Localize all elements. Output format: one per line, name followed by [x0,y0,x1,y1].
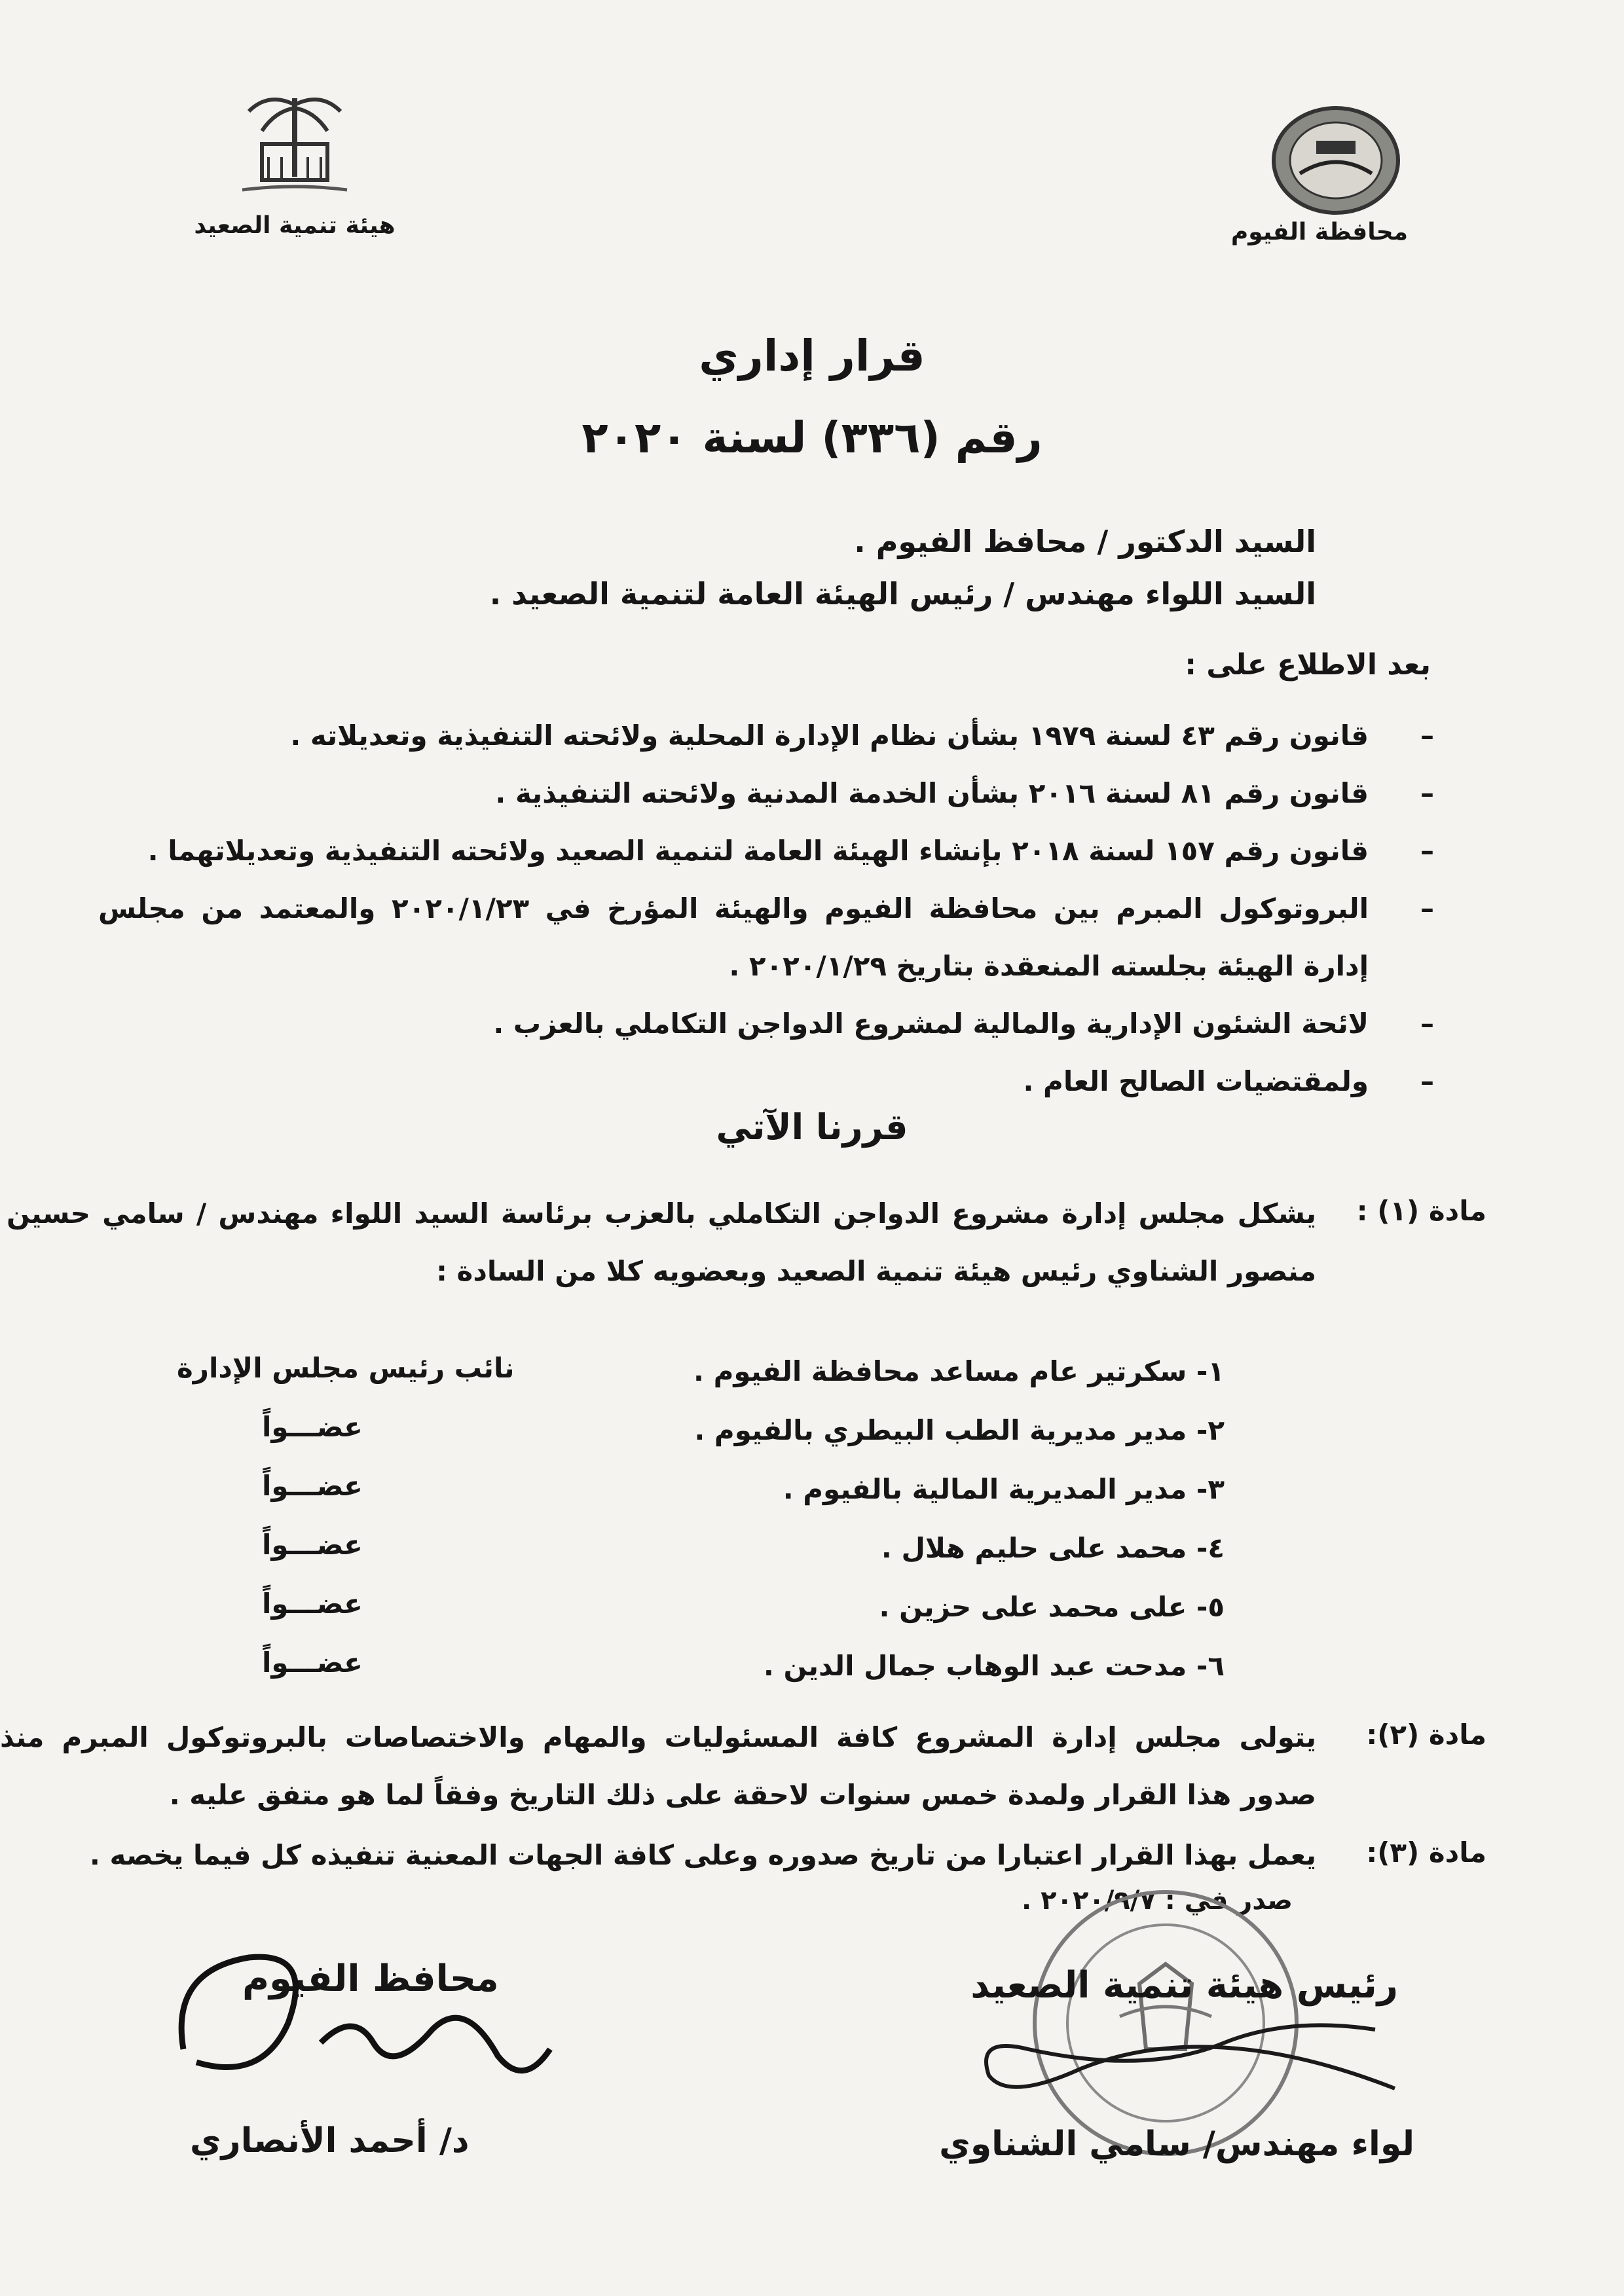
decision-title: قرار إداري [699,331,925,381]
fayoum-logo-label: محافظة الفيوم [1230,219,1408,246]
member-3-role: عضـــواً [262,1470,363,1502]
governor-title: محافظ الفيوم [242,1958,499,2000]
authority-head-signature-icon [950,1990,1408,2108]
upper-egypt-logo-label: هيئة تنمية الصعيد [194,212,396,239]
member-6-role: عضـــواً [262,1647,363,1679]
reference-item: – البروتوكول المبرم بين محافظة الفيوم والهيئة المؤرخ في ٢٠٢٠/١/٢٣ والمعتمد من مجلس إدارة الهيئة بجلسته المنعقدة بتاريخ ٢٠٢٠/١/٢٩ . [98,880,1408,995]
authority-head-title: رئيس هيئة تنمية الصعيد [970,1964,1398,2007]
reference-item: – ولمقتضيات الصالح العام . [98,1053,1408,1110]
member-2-role: عضـــواً [262,1411,363,1443]
article-3-label: مادة (٣): [1366,1836,1486,1868]
article-2-label: مادة (٢): [1366,1719,1486,1751]
member-1-name: ١- سكرتير عام مساعد محافظة الفيوم . [693,1355,1225,1387]
intro-text: بعد الاطلاع على : [1185,648,1431,682]
article-3-text: يعمل بهذا القرار اعتبارا من تاريخ صدوره وعلى كافة الجهات المعنية تنفيذه كل فيما يخصه . [89,1839,1316,1871]
addressee-authority-head: السيد اللواء مهندس / رئيس الهيئة العامة لتنمية الصعيد . [489,576,1316,611]
issue-date: صدر في : ٢٠٢٠/٩/٧ . [1022,1886,1293,1916]
member-5-role: عضـــواً [262,1588,363,1620]
member-1-role: نائب رئيس مجلس الإدارة [177,1352,515,1384]
decided-heading: قررنا الآتي [716,1106,908,1148]
reference-item: – قانون رقم ١٥٧ لسنة ٢٠١٨ بإنشاء الهيئة العامة لتنمية الصعيد ولائحته التنفيذية وتعديلاتهما . [98,822,1408,880]
addressee-governor: السيد الدكتور / محافظ الفيوم . [854,524,1316,559]
member-2-name: ٢- مدير مديرية الطب البيطري بالفيوم . [694,1414,1225,1446]
authority-head-name: لواء مهندس/ سامي الشناوي [939,2124,1414,2164]
article-1-label: مادة (١) : [1356,1195,1486,1227]
references-list [98,707,1408,1110]
member-6-name: ٦- مدحت عبد الوهاب جمال الدين . [763,1650,1225,1682]
member-4-name: ٤- محمد على حليم هلال . [881,1532,1225,1564]
fayoum-emblem-icon [1264,105,1408,216]
reference-item: – قانون رقم ٨١ لسنة ٢٠١٦ بشأن الخدمة المدنية ولائحته التنفيذية . [98,765,1408,822]
article-2-text: يتولى مجلس إدارة المشروع كافة المسئوليات والمهام والاختصاصات بالبروتوكول المبرم منذ صدور هذا القرار ولمدة خمس سنوات لاحقة على ذلك التاريخ وفقاً لما هو متفق عليه . [0,1721,1316,1811]
member-5-name: ٥- على محمد على حزين . [879,1591,1225,1623]
reference-item: – لائحة الشئون الإدارية والمالية لمشروع الدواجن التكاملي بالعزب . [98,995,1408,1053]
reference-item: – قانون رقم ٤٣ لسنة ١٩٧٩ بشأن نظام الإدارة المحلية ولائحته التنفيذية وتعديلاته . [98,707,1408,765]
governor-name: د/ أحمد الأنصاري [190,2121,470,2160]
palm-house-emblem-icon [229,85,360,203]
member-4-role: عضـــواً [262,1529,363,1561]
member-3-name: ٣- مدير المديرية المالية بالفيوم . [783,1473,1225,1505]
fayoum-governorate-logo [1230,105,1408,246]
decision-number: رقم (٣٣٦) لسنة ٢٠٢٠ [581,412,1043,463]
governor-signature-icon [157,1931,563,2115]
upper-egypt-authority-logo [190,85,399,239]
article-1-text: يشكل مجلس إدارة مشروع الدواجن التكاملي بالعزب برئاسة السيد اللواء مهندس / سامي حسين منصور الشناوي رئيس هيئة تنمية الصعيد وبعضويه كلا من السادة : [7,1197,1316,1287]
